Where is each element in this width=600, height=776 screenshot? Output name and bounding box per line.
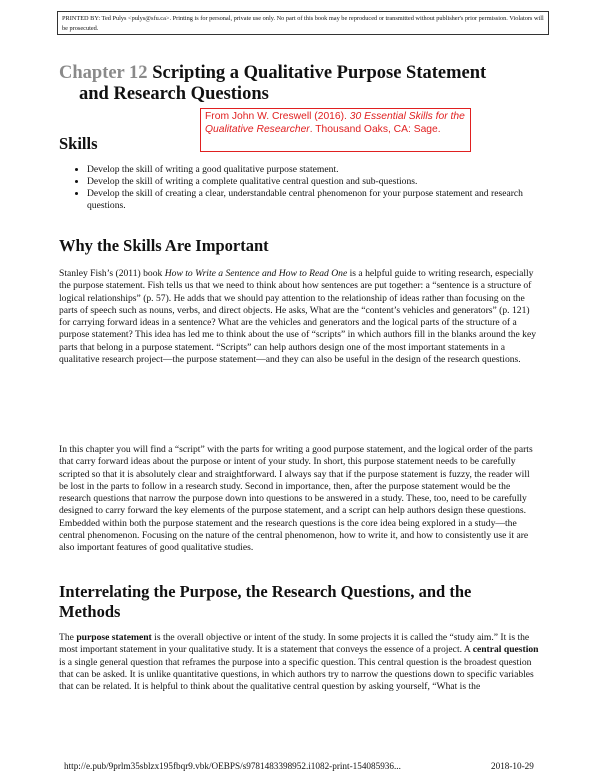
interrelating-heading: Interrelating the Purpose, the Research Questions, and the Methods <box>59 582 472 621</box>
p1-book-title: How to Write a Sentence and How to Read One <box>164 268 348 279</box>
skills-heading: Skills <box>59 134 98 153</box>
chapter-number: Chapter 12 <box>59 63 148 83</box>
p1-text-a: Stanley Fish’s (2011) book <box>59 268 165 279</box>
chapter-title-line1: Scripting a Qualitative Purpose Statement <box>152 63 487 83</box>
why-paragraph-2: In this chapter you will find a “script” with the parts for writing a good purpose statement, and the logical order of the parts that carry forward ideas about the purpose or intent of your study. In short, this purpose statement needs to be carefully scripted so that it is absolutely clear and straightforward. I always say that if the purpose statement is fuzzy, the reader will be lost in the parts to follow in a research study. Second in importance, then, after the purpose statement would be the research questions that narrow the purpose down into questions to be answered in a study. These, too, need to be carefully designed to carry forward the key elements of the purpose statement, and a script can help authors design these questions. Embedded within both the purpose statement and the research questions is the core idea being explored in a study—the central phenomenon. Focusing on the nature of the central phenomenon, how to write it, and how to consistently use it are also important features of good qualitative studies. <box>59 444 533 554</box>
chapter-title <box>59 63 529 105</box>
footer-date: 2018-10-29 <box>491 761 534 771</box>
print-notice: PRINTED BY: Ted Pulys <pulys@sfu.ca>. Printing is for personal, private use only. No part of this book may be reproduced or transmitted without publisher's prior permission. Violators will be prosecuted. <box>57 11 549 35</box>
skills-list <box>59 164 529 212</box>
list-item: • Develop the skill of writing a good qualitative purpose statement. <box>87 164 529 176</box>
chapter-title-line2: and Research Questions <box>79 84 269 104</box>
p3-text-a: The <box>59 632 77 643</box>
list-item: • Develop the skill of creating a clear, understandable central phenomenon for your purpose statement and research questions. <box>87 188 529 212</box>
footer-url: http://e.pub/9prlm35sblzx195fbqr9.vbk/OEBPS/s9781483398952.i1082-print-154085936... <box>64 761 401 771</box>
p1-text-b: is a helpful guide to writing research, especially the purpose statement. Fish tells us that we need to think about how sentences are put together: a “sentence is a structure of logical relationships” (p. 57). He adds that we should pay attention to the relationship of ideas rather than focusing on the parts of speech such as nouns, verbs, and direct objects. He asks, What are the “content’s vehicles and generators” (p. 121) for carrying forward ideas in a sentence? What are the vehicles and generators and the logical parts of the structure of a purpose statement? This idea has led me to think about the use of “scripts” in which authors fill in the blanks around the key parts that belong in a purpose statement. “Scripts” can help authors design one of the most important statements in a qualitative research project—the purpose statement—and they can also be useful in the design of the research questions. <box>59 268 536 366</box>
term-central-question: central question <box>472 644 539 656</box>
p3-text-c: is a single general question that reframes the purpose into a specific question. This central question is the broadest question that can be asked. It is unlike quantitative questions, in which authors try to narrow the questions down to specific variables that can be related. It is helpful to think about the qualitative central question by asking yourself, “What is the <box>59 656 534 693</box>
citation-box <box>200 108 471 152</box>
citation-suffix: . Thousand Oaks, CA: Sage. <box>309 124 441 136</box>
why-heading: Why the Skills Are Important <box>59 236 269 255</box>
p3-text-b: is the overall objective or intent of the study. In some projects it is called the “study aim.” It is the most important statement in your qualitative study. It is a statement that conveys the essence of a project. A <box>59 632 530 656</box>
interrelating-paragraph <box>59 632 541 693</box>
term-purpose-statement: purpose statement <box>76 632 152 643</box>
citation-prefix: From John W. Creswell (2016). <box>205 111 350 122</box>
citation-book-title: 30 Essential Skills for the Qualitative Researcher <box>205 111 465 136</box>
list-item: • Develop the skill of writing a complete qualitative central question and sub-questions. <box>87 176 529 188</box>
why-paragraph-1 <box>59 268 541 366</box>
